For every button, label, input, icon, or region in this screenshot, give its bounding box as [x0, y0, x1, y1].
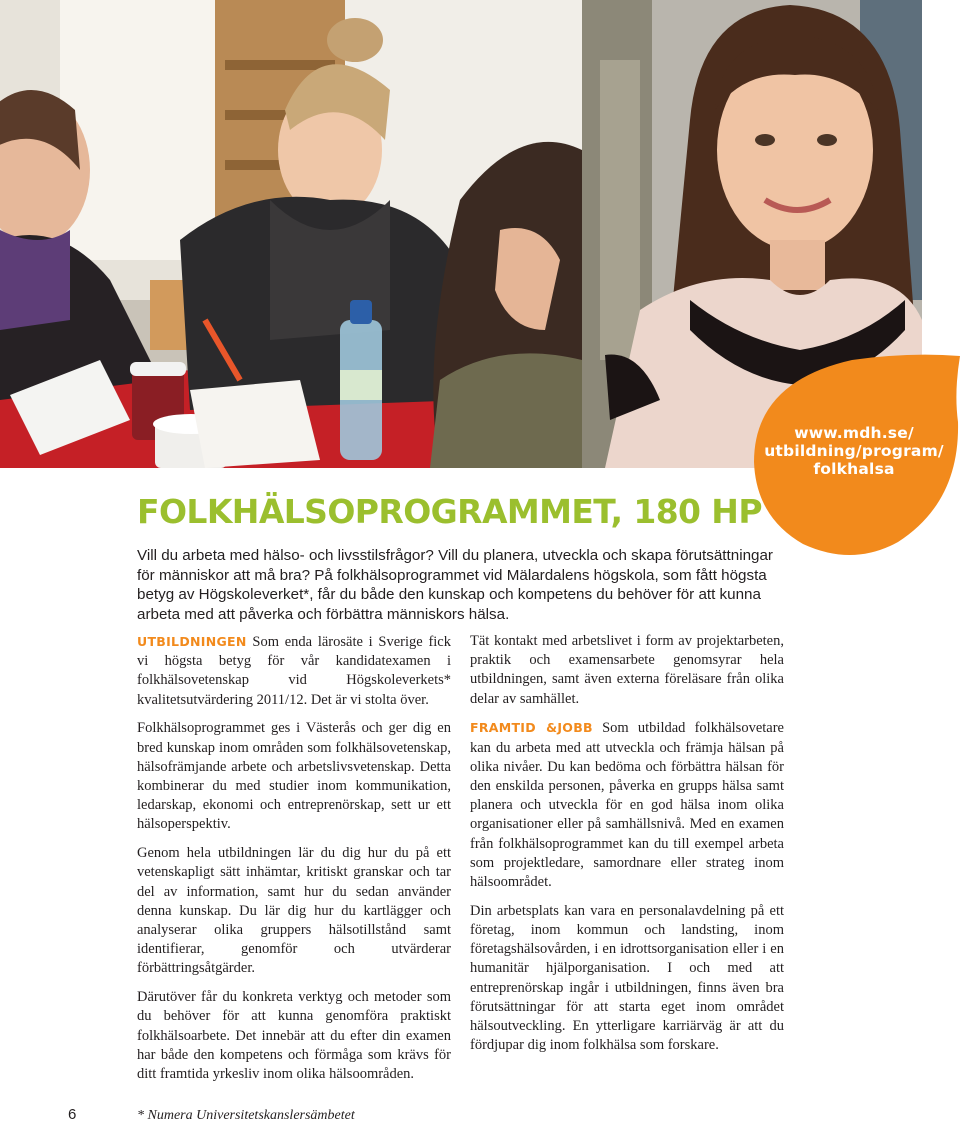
url-line-1: www.mdh.se/ — [794, 424, 914, 442]
intro-paragraph: Vill du arbeta med hälso- och livsstilsfrågor? Vill du planera, utveckla och skapa förutsättningar för människor att må bra? På folkhälsoprogrammet vid Mälardalens högskola, som fått högsta betyg av Högskoleverket*, får du både den kunskap och kompetens du behöver för att kunna arbeta med att påverka och förbättra människors hälsa. — [137, 547, 773, 623]
left-column — [137, 632, 451, 1094]
url-line-3: folkhalsa — [813, 460, 895, 478]
education-text: Som enda lärosäte i Sverige fick vi högsta betyg för vår kandidatexamen i folkhälsovetenskap vid Högskoleverkets* kvalitetsutvärdering 2011/12. Det är vi stolta över. — [137, 634, 451, 708]
scientific-method-paragraph: Genom hela utbildningen lär du dig hur du på ett vetenskapligt sätt inhämtar, kritiskt granskar och tar del av information, samt hur du sedan använder denna kunskap. Du lär dig hur du kartlägger och analyserar olika gruppers hälsotillstånd samt identifierar, genomför och utvärderar förbättringsåtgärder. — [137, 845, 451, 977]
education-lead: UTBILDNINGEN — [137, 634, 247, 649]
future-jobs-text: Som utbildad folkhälsovetare kan du arbeta med att utveckla och främja hälsan på olika nivåer. Du kan bedöma och förbättra hälsan för den enskilda personen, påverka en grupps hälsa samt planera och utveckla för en god hälsa inom olika organisationer eller på samhällsnivå. Med en examen från folkhälsoprogrammet kan du till exempel arbeta som projektledare, samordnare eller strateg inom hälsoområdet. — [470, 720, 784, 891]
program-url-link[interactable] — [748, 424, 960, 478]
tools-methods-paragraph: Därutöver får du konkreta verktyg och metoder som du behöver för att kunna genomföra praktiskt folkhälsoarbete. Det innebär att du efter din examen har både den kompetens och förmåga som krävs för ditt framtida yrkesliv inom olika hälsoområden. — [137, 989, 451, 1083]
page-number: 6 — [68, 1106, 77, 1123]
future-jobs-lead: FRAMTID &JOBB — [470, 720, 593, 736]
education-paragraph — [137, 632, 451, 710]
work-contact-paragraph: Tät kontakt med arbetslivet i form av projektarbeten, praktik och examensarbete genomsyrar hela utbildningen, samt även externa föreläsare från olika delar av samhället. — [470, 633, 784, 707]
future-jobs-paragraph — [470, 718, 784, 892]
url-line-2: utbildning/program/ — [764, 442, 944, 460]
url-bubble[interactable] — [748, 352, 960, 560]
workplace-paragraph: Din arbetsplats kan vara en personalavdelning på ett företag, inom kommun och landsting, inom företagshälsovården, i en idrottsorganisation eller i en humanitär hjälporganisation. I och med att entreprenörskap ingår i utbildningen, finns även bra förutsättningar för att starta eget inom området hälsoutveckling. En ytterligare karriärväg är att du fördjupar dig inom folkhälsa som forskare. — [470, 902, 784, 1054]
page-title: FOLKHÄLSOPROGRAMMET, 180 HP — [137, 492, 762, 531]
footnote: * Numera Universitetskanslersämbetet — [137, 1108, 355, 1123]
photo-students-studying — [0, 0, 582, 468]
right-column — [470, 632, 784, 1065]
program-location-paragraph: Folkhälsoprogrammet ges i Västerås och ger dig en bred kunskap inom områden som folkhälsovetenskap, hälsofrämjande arbete och arbetslivsvetenskap. Detta kombinerar du med studier inom kommunikation, ledarskap, ekonomi och entreprenörskap, sett ur ett hälsoperspektiv. — [137, 720, 451, 833]
